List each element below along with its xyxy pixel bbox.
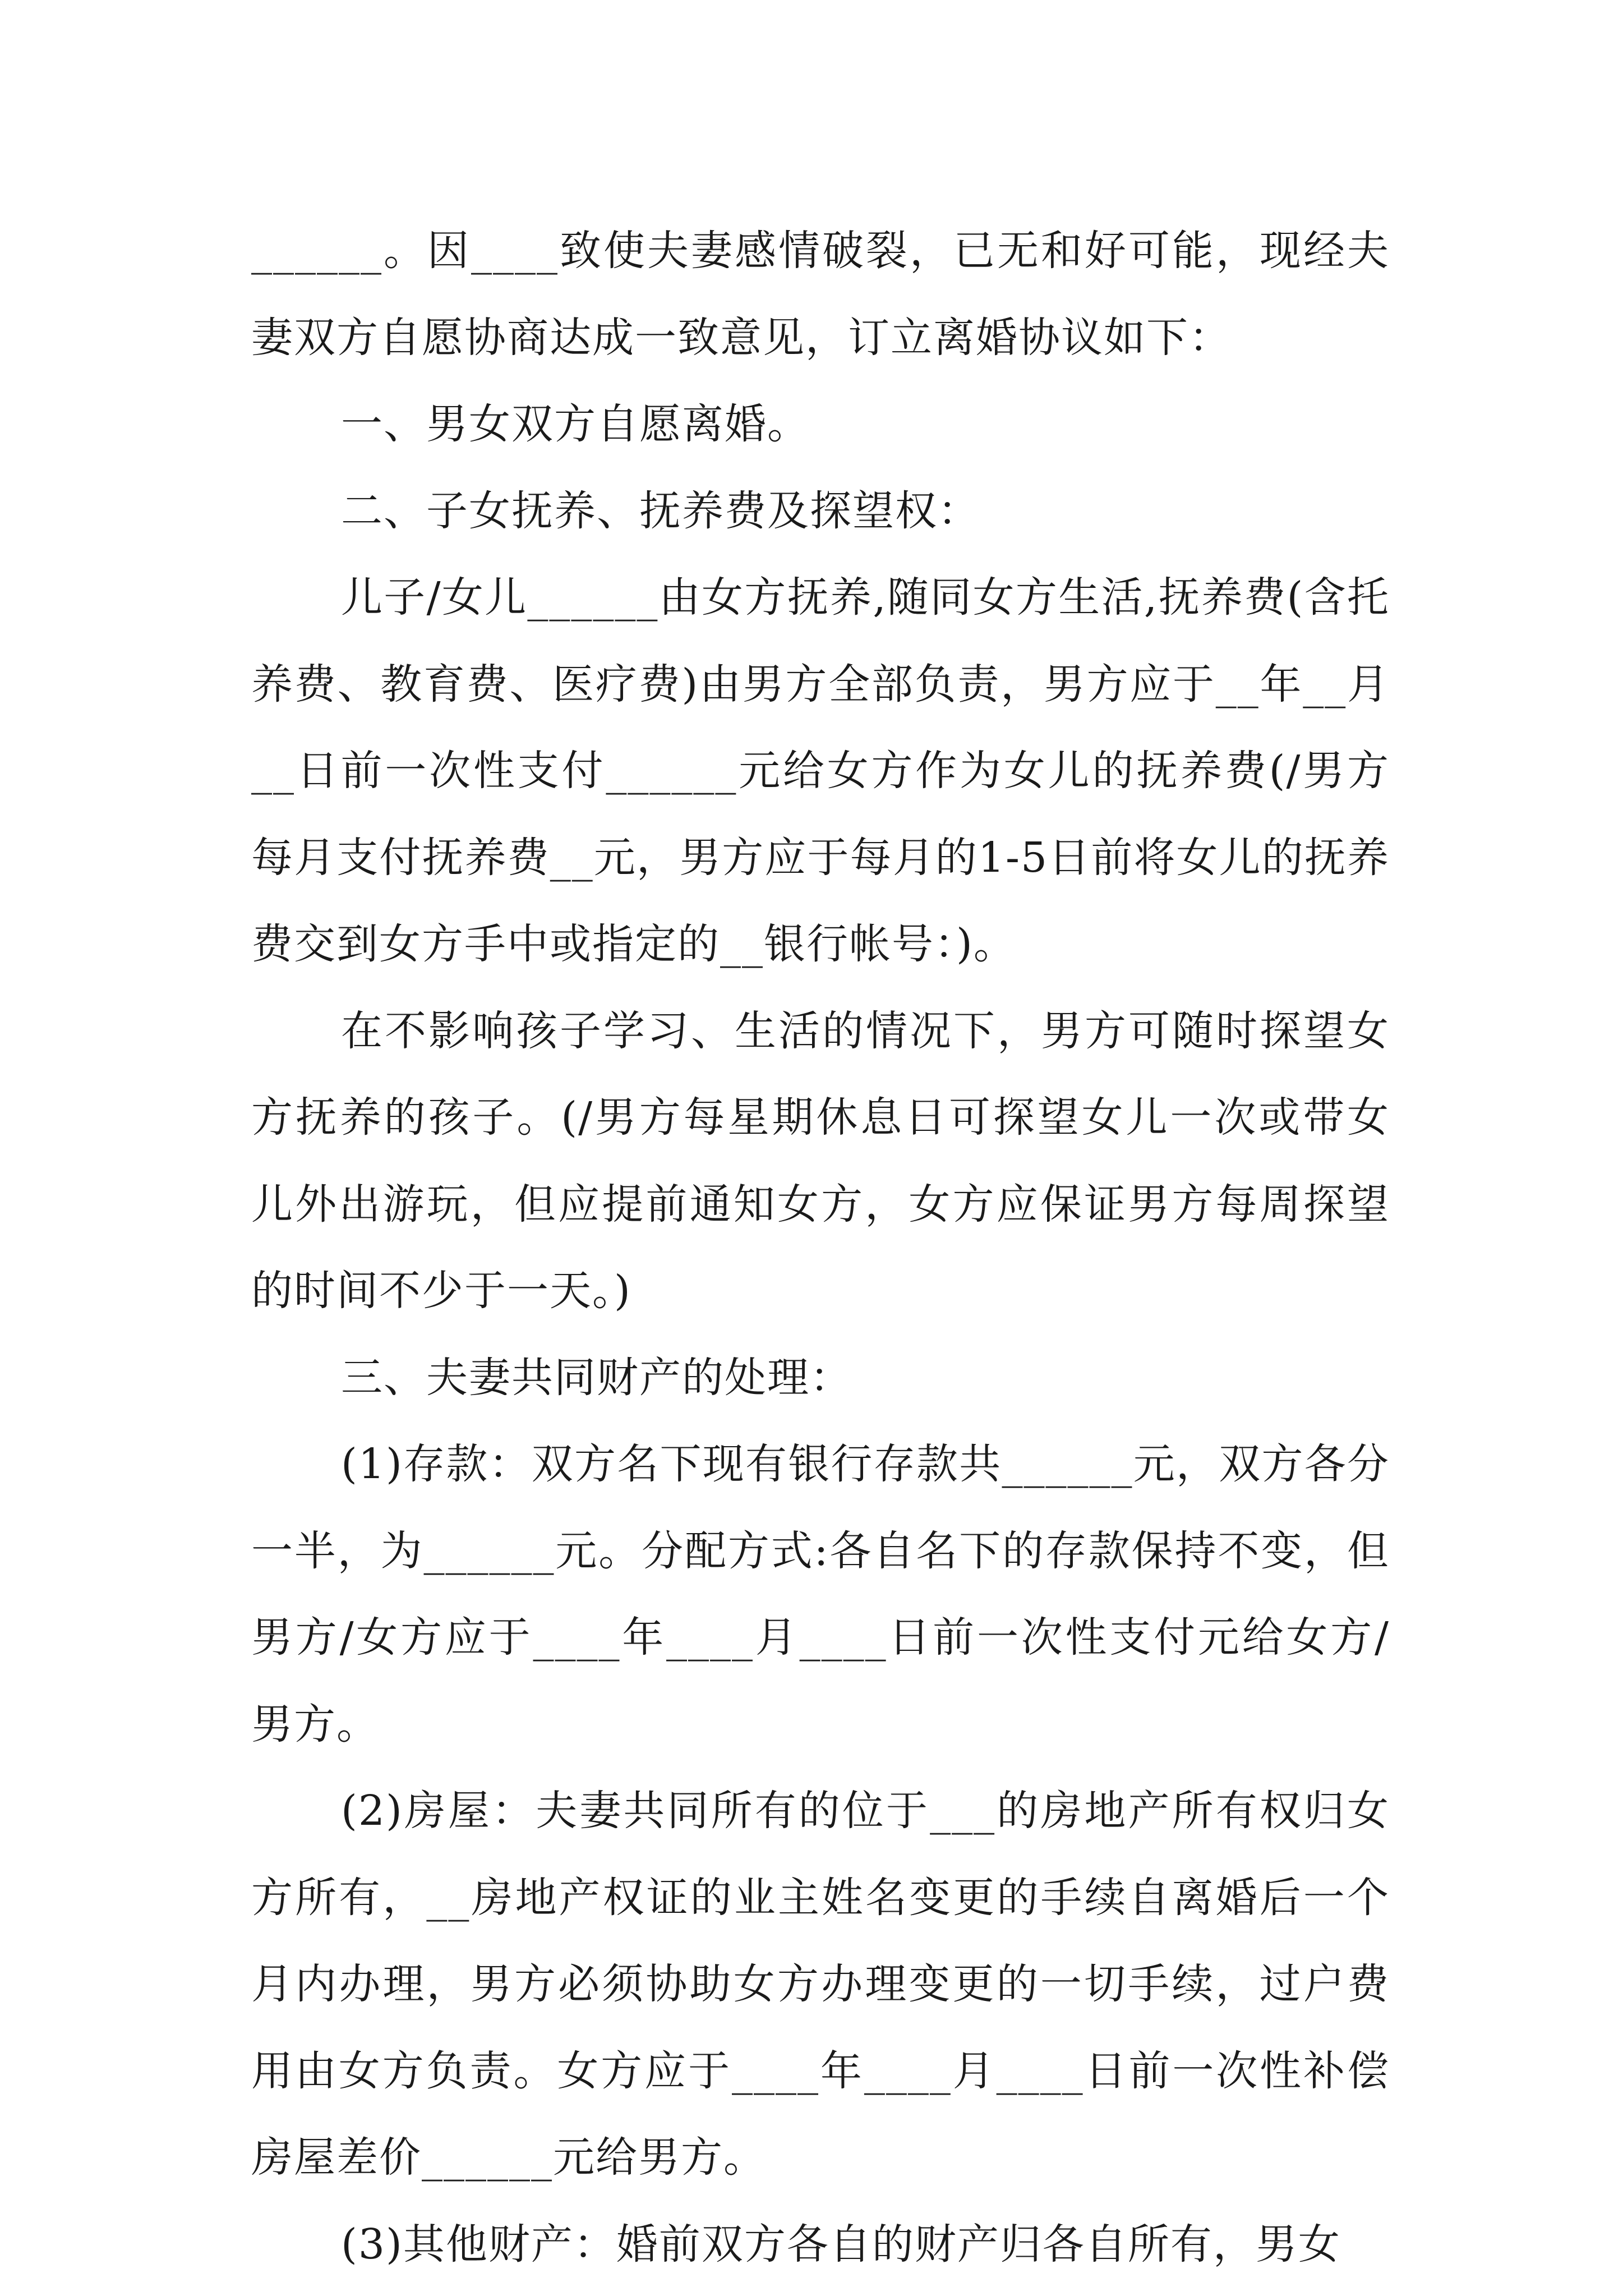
paragraph-intro: ______。因____致使夫妻感情破裂，已无和好可能，现经夫妻双方自愿协商达成一致意见，订立离婚协议如下： [251, 227, 1390, 362]
paragraph-child-support: 儿子/女儿______由女方抚养,随同女方生活,抚养费(含托养费、教育费、医疗费)由男方全部负责，男方应于__年__月__日前一次性支付______元给女方作为女儿的抚养费(/男方每月支付抚养费__元，男方应于每月的1-5日前将女儿的抚养费交到女方手中或指定的__银行帐号：)。 [251, 573, 1390, 968]
paragraph-house: (2)房屋：夫妻共同所有的位于___的房地产所有权归女方所有，__房地产权证的业主姓名变更的手续自离婚后一个月内办理，男方必须协助女方办理变更的一切手续，过户费用由女方负责。女方应于____年____月____日前一次性补偿房屋差价______元给男方。 [251, 1787, 1390, 2182]
document-body [251, 208, 1390, 2288]
paragraph-clause-1: 一、男女双方自愿离婚。 [341, 400, 810, 448]
paragraph-other-property: (3)其他财产：婚前双方各自的财产归各自所有，男女 [341, 2220, 1341, 2269]
paragraph-clause-2-heading: 二、子女抚养、抚养费及探望权： [341, 486, 980, 535]
paragraph-clause-3-heading: 三、夫妻共同财产的处理： [341, 1353, 852, 1402]
paragraph-visitation: 在不影响孩子学习、生活的情况下，男方可随时探望女方抚养的孩子。(/男方每星期休息日可探望女儿一次或带女儿外出游玩，但应提前通知女方，女方应保证男方每周探望的时间不少于一天。) [251, 1006, 1390, 1315]
paragraph-deposits: (1)存款：双方名下现有银行存款共______元，双方各分一半，为______元。分配方式:各自名下的存款保持不变，但男方/女方应于____年____月____日前一次性支付元给女方/男方。 [251, 1440, 1390, 1749]
